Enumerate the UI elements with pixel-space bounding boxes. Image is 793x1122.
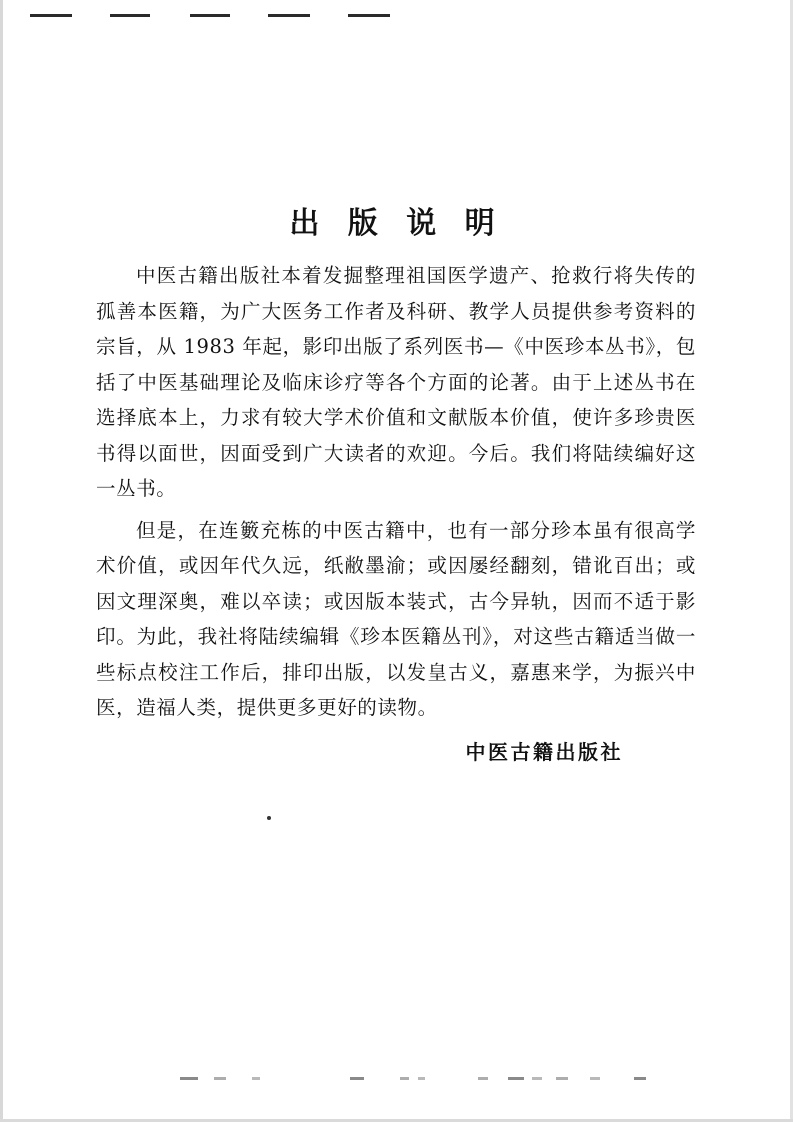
top-scan-marks — [0, 14, 793, 18]
paragraph-1: 中医古籍出版社本着发掘整理祖国医学遗产、抢救行将失传的孤善本医籍，为广大医务工作者及科研、教学人员提供参考资料的宗旨，从 1983 年起，影印出版了系列医书—《中医珍本丛书》，包括了中医基础理论及临床诊疗等各个方面的论著。由于上述丛书在选择底本上，力求有较大学术价值和文献版本价值，使许多珍贵医书得以面世，因面受到广大读者的欢迎。今后。我们将陆续编好这一丛书。 — [96, 264, 696, 500]
scan-edge-left — [0, 0, 3, 1122]
publisher-signature: 中医古籍出版社 — [465, 740, 623, 764]
body-text — [96, 258, 696, 730]
page-title: 出 版 说 明 — [289, 206, 504, 242]
paragraph-2: 但是，在连籔充栋的中医古籍中，也有一部分珍本虽有很高学术价值，或因年代久远，纸敝墨渝；或因屡经翻刻，错讹百出；或因文理深奥，难以卒读；或因版本装式，古今异轨，因而不适于影印。为此，我社将陆续编辑《珍本医籍丛刊》，对这些古籍适当做一些标点校注工作后，排印出版，以发皇古义，嘉惠来学，为振兴中医，造福人类，提供更多更好的读物。 — [96, 518, 696, 719]
bottom-scan-marks — [0, 1077, 793, 1085]
page-speck — [267, 816, 271, 820]
